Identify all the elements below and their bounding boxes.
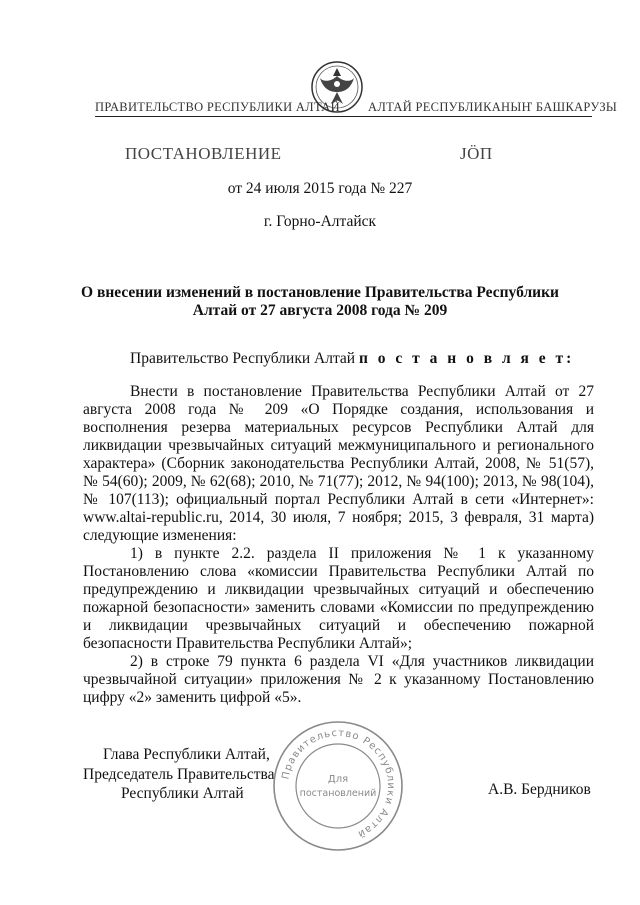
- document-body: [83, 383, 594, 707]
- resolve-prefix: Правительство Республики Алтай: [130, 350, 356, 367]
- signature-title-line-2: Председатель Правительства: [83, 766, 275, 783]
- city-line: г. Горно-Алтайск: [263, 213, 377, 230]
- body-paragraph: 1) в пункте 2.2. раздела II приложения № 1 к указанному Постановлению слова «комиссии Правительства Республики Алтай по предупреждению и ликвидации чрезвычайных ситуаций и обеспечению пожарной безопасности» заменить словами «Комиссии по предупреждению и ликвидации чрезвычайных ситуаций и обеспечению пожарной безопасности Правительства Республики Алтай»;: [83, 545, 594, 652]
- body-paragraph: Внести в постановление Правительства Республики Алтай от 27 августа 2008 года № 209 «О Порядке создания, использования и восполнения резерва материальных ресурсов Республики Алтай для ликвидации чрезвычайных ситуаций межмуниципального и регионального характера» (Сборник законодательства Республики Алтай, 2008, № 51(57), № 54(60); 2009, № 62(68); 2010, № 71(77); 2012, № 94(100); 2013, № 98(104), № 107(113); официальный портал Республики Алтай в сети «Интернет»: www.altai-republic.ru, 2014, 30 июля, 7 ноября; 2015, 3 февраля, 31 марта) следующие изменения:: [83, 383, 594, 544]
- date-line: от 24 июля 2015 года № 227: [227, 180, 413, 197]
- document-type-label-altai: JÖП: [460, 144, 493, 163]
- signatory-name: А.В. Бердников: [488, 781, 591, 798]
- header-rule: [95, 116, 592, 117]
- body-paragraph: 2) в строке 79 пункта 6 раздела VI «Для участников ликвидации чрезвычайной ситуации» приложения № 2 к указанному Постановлению цифру «2» заменить цифрой «5».: [83, 653, 594, 706]
- document-type-label: ПОСТАНОВЛЕНИЕ: [125, 144, 282, 163]
- resolve-line: [130, 350, 574, 368]
- title-line-1: О внесении изменений в постановление Правительства Республики: [81, 284, 559, 301]
- resolve-verb: п о с т а н о в л я е т:: [358, 350, 575, 367]
- stamp-center-line-2: постановлений: [299, 788, 377, 799]
- signature-title-line-1: Глава Республики Алтай,: [103, 746, 270, 763]
- signature-title-line-3: Республики Алтай: [121, 785, 244, 802]
- header-right-title: АЛТАЙ РЕСПУБЛИКАНЫҤ БАШКАРУЗЫ: [368, 100, 618, 114]
- stamp-ring-text: Правительство Республики Алтай: [280, 727, 397, 840]
- official-stamp: [270, 718, 406, 854]
- title-line-2: Алтай от 27 августа 2008 года № 209: [192, 302, 448, 319]
- stamp-center-line-1: Для: [327, 774, 349, 785]
- header-left-title: ПРАВИТЕЛЬСТВО РЕСПУБЛИКИ АЛТАЙ: [95, 100, 340, 114]
- document-title: [60, 284, 580, 320]
